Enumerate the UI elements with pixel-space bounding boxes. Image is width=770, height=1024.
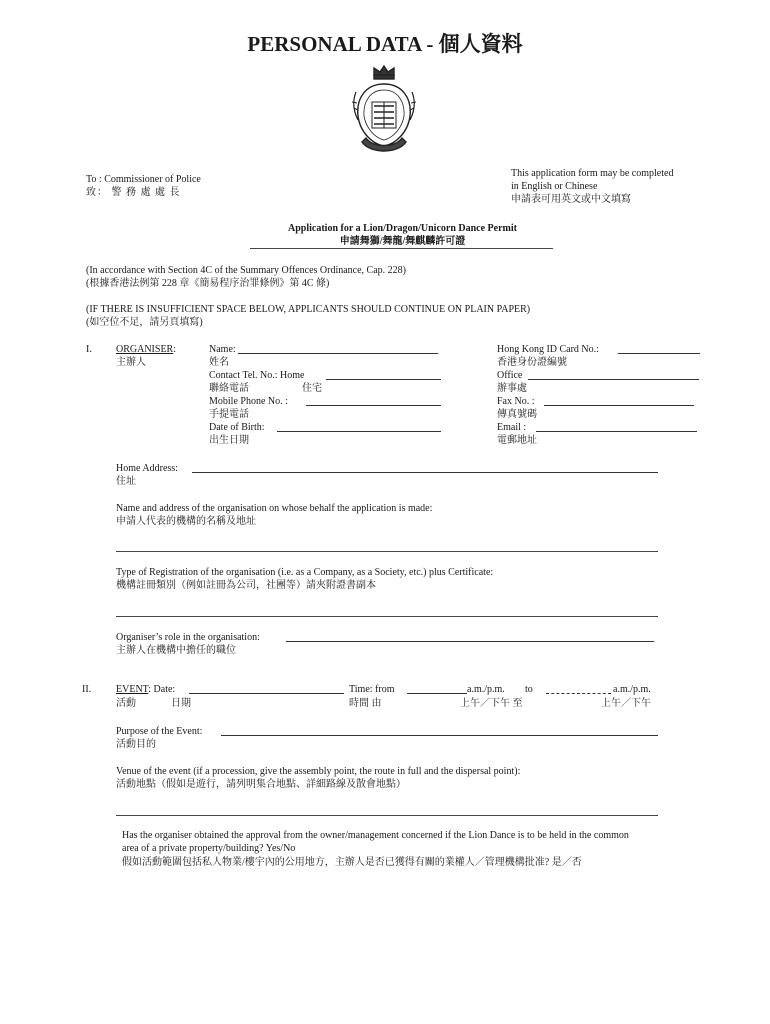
event-heading — [116, 683, 175, 696]
event-label-zh: 活動 — [116, 698, 136, 709]
mobile-label: Mobile Phone No. : — [209, 396, 288, 407]
venue-label: Venue of the event (if a procession, give the assembly point, the route in full and the dispersal point): — [116, 766, 521, 777]
fax-field[interactable] — [544, 395, 694, 406]
name-field[interactable] — [238, 343, 438, 354]
organiser-role-field[interactable] — [286, 631, 654, 642]
mobile-label-zh: 手提電話 — [209, 409, 249, 420]
approval-question-zh: 假如活動範圍包括私人物業/樓宇內的公用地方，主辦人是否已獲得有關的業權人／管理機構批准? 是／否 — [122, 857, 582, 868]
time-from-label-zh: 時間 由 — [349, 698, 382, 709]
time-to-field[interactable] — [546, 683, 611, 694]
page-title: PERSONAL DATA - 個人資料 — [247, 32, 523, 56]
section-2-number: II. — [82, 684, 92, 695]
dob-field[interactable] — [277, 421, 441, 432]
office-label: Office — [497, 370, 523, 381]
organiser-label: ORGANISER — [116, 344, 174, 355]
organiser-heading — [116, 343, 176, 356]
language-note-2: in English or Chinese — [511, 181, 598, 192]
to-line-en: To : Commissioner of Police — [86, 174, 201, 185]
mobile-field[interactable] — [306, 395, 441, 406]
time-to-ampm: a.m./p.m. — [613, 684, 651, 695]
registration-type-field[interactable] — [116, 616, 658, 617]
form-title-zh: 申請舞獅/舞龍/舞麒麟許可證 — [339, 236, 466, 247]
office-label-zh: 辦事處 — [497, 383, 527, 394]
organiser-label-zh: 主辦人 — [116, 357, 146, 368]
organiser-role-label-zh: 主辦人在機構中擔任的職位 — [116, 645, 236, 656]
space-note-en: (IF THERE IS INSUFFICIENT SPACE BELOW, APPLICANTS SHOULD CONTINUE ON PLAIN PAPER) — [86, 304, 531, 315]
dob-label-zh: 出生日期 — [209, 435, 249, 446]
organisation-name-label: Name and address of the organisation on whose behalf the application is made: — [116, 503, 433, 514]
office-field[interactable] — [528, 369, 699, 380]
event-date-label-zh: 日期 — [171, 698, 191, 709]
legal-basis-zh: (根據香港法例第 228 章《簡易程序治罪條例》第 4C 條) — [86, 278, 330, 289]
name-label: Name: — [209, 344, 236, 355]
time-from-ampm-zh: 上午／下午 至 — [460, 698, 523, 709]
section-1-number: I. — [86, 344, 92, 355]
language-note-zh: 申請表可用英文或中文填寫 — [511, 194, 631, 205]
home-address-label-zh: 住址 — [116, 476, 136, 487]
time-from-field[interactable] — [407, 683, 467, 694]
venue-label-zh: 活動地點（假如是遊行，請列明集合地點、詳細路線及散會地點） — [116, 779, 406, 790]
purpose-label: Purpose of the Event: — [116, 726, 203, 737]
registration-type-label-zh: 機構註冊類別（例如註冊為公司，社團等）請夾附證書副本 — [116, 580, 376, 591]
to-line-zh: 致： 警 務 處 處 長 — [86, 187, 181, 198]
home-address-label: Home Address: — [116, 463, 178, 474]
contact-tel-label-zh: 聯絡電話 — [209, 383, 249, 394]
form-title-en: Application for a Lion/Dragon/Unicorn Dance Permit — [288, 223, 517, 234]
email-label-zh: 電郵地址 — [497, 435, 537, 446]
contact-tel-label: Contact Tel. No.: Home — [209, 370, 305, 381]
event-label: EVENT — [116, 684, 149, 695]
hkid-label-zh: 香港身份證編號 — [497, 357, 567, 368]
space-note-zh: (如空位不足，請另頁填寫) — [86, 317, 203, 328]
contact-home-field[interactable] — [326, 369, 441, 380]
organisation-name-label-zh: 申請人代表的機構的名稱及地址 — [116, 516, 256, 527]
police-crest-emblem — [344, 62, 424, 163]
legal-basis-en: (In accordance with Section 4C of the Summary Offences Ordinance, Cap. 228) — [86, 265, 406, 276]
venue-field[interactable] — [116, 815, 658, 816]
organiser-colon: : — [173, 344, 177, 355]
name-label-zh: 姓名 — [209, 357, 229, 368]
title-underline — [250, 248, 553, 249]
approval-question-line-1: Has the organiser obtained the approval from the owner/management concerned if the Lion Dance is to be held in the common — [122, 830, 629, 841]
fax-label-zh: 傳真號碼 — [497, 409, 537, 420]
time-from-ampm: a.m./p.m. — [467, 684, 505, 695]
hkid-label: Hong Kong ID Card No.: — [497, 344, 599, 355]
email-label: Email : — [497, 422, 527, 433]
fax-label: Fax No. : — [497, 396, 535, 407]
purpose-field[interactable] — [221, 725, 658, 736]
email-field[interactable] — [536, 421, 697, 432]
registration-type-label: Type of Registration of the organisation (i.e. as a Company, as a Society, etc.) plus Certificate: — [116, 567, 494, 578]
event-date-label: : Date: — [148, 684, 176, 695]
event-date-field[interactable] — [189, 683, 344, 694]
language-note-1: This application form may be completed — [511, 168, 674, 179]
organisation-name-field[interactable] — [116, 551, 658, 552]
time-to-label: to — [525, 684, 533, 695]
approval-question-line-2: area of a private property/building? Yes/No — [122, 843, 296, 854]
dob-label: Date of Birth: — [209, 422, 265, 433]
time-from-label: Time: from — [349, 684, 395, 695]
time-to-ampm-zh: 上午／下午 — [601, 698, 651, 709]
purpose-label-zh: 活動目的 — [116, 739, 156, 750]
organiser-role-label: Organiser’s role in the organisation: — [116, 632, 260, 643]
home-label-zh: 住宅 — [302, 383, 322, 394]
home-address-field[interactable] — [192, 462, 658, 473]
hkid-field[interactable] — [618, 343, 700, 354]
